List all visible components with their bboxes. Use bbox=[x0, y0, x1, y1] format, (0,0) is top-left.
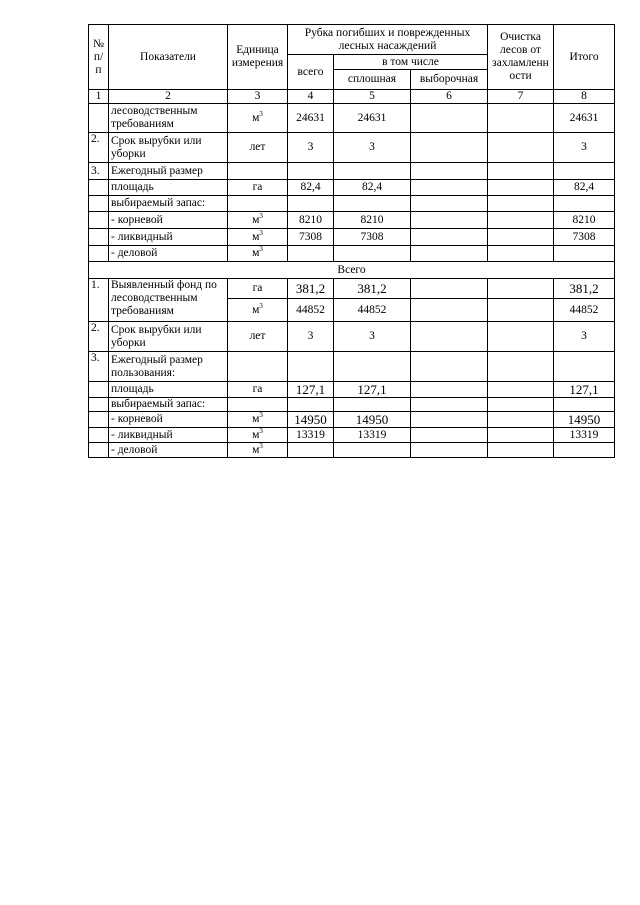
unit-cell: га bbox=[228, 279, 288, 299]
table-row bbox=[89, 163, 615, 180]
row-label: выбираемый запас: bbox=[109, 398, 228, 412]
table-row bbox=[89, 279, 615, 299]
unit-cell: га bbox=[228, 180, 288, 196]
header-felling-total: всего bbox=[288, 55, 334, 90]
value-total: 24631 bbox=[288, 104, 334, 133]
value-clear: 13319 bbox=[334, 428, 411, 443]
table-row bbox=[89, 104, 615, 133]
row-label: площадь bbox=[109, 382, 228, 398]
header-selective: выборочная bbox=[411, 70, 488, 90]
index-cell: 3 bbox=[228, 90, 288, 104]
value-total: 82,4 bbox=[288, 180, 334, 196]
value-clear: 7308 bbox=[334, 229, 411, 246]
value-total: 3 bbox=[288, 133, 334, 163]
value-total: 3 bbox=[288, 322, 334, 352]
section-title-row bbox=[89, 262, 615, 279]
value-total: 8210 bbox=[288, 212, 334, 229]
table-row bbox=[89, 133, 615, 163]
table-row bbox=[89, 382, 615, 398]
value-total: 7308 bbox=[288, 229, 334, 246]
index-cell: 4 bbox=[288, 90, 334, 104]
table-row bbox=[89, 443, 615, 458]
table-row bbox=[89, 180, 615, 196]
unit-cell: $м^3$ bbox=[228, 212, 288, 229]
unit-cell: $м^3$ bbox=[228, 412, 288, 428]
value-clear: 3 bbox=[334, 133, 411, 163]
table-row bbox=[89, 322, 615, 352]
value-itogo: 44852 bbox=[554, 299, 615, 322]
row-label: Выявленный фонд по лесоводственным требованиям bbox=[109, 279, 228, 322]
row-label: - деловой bbox=[109, 246, 228, 262]
header-num: № п/ п bbox=[89, 25, 109, 90]
header-felling: Рубка погибших и поврежденных лесных насаждений bbox=[288, 25, 488, 55]
value-clear: 8210 bbox=[334, 212, 411, 229]
unit-cell: лет bbox=[228, 133, 288, 163]
header-unit: Единица измерения bbox=[228, 25, 288, 90]
row-num: 3. bbox=[89, 163, 109, 180]
value-clear: 82,4 bbox=[334, 180, 411, 196]
table-row bbox=[89, 196, 615, 212]
value-total: 127,1 bbox=[288, 382, 334, 398]
index-cell: 1 bbox=[89, 90, 109, 104]
value-itogo: 82,4 bbox=[554, 180, 615, 196]
row-label: - корневой bbox=[109, 212, 228, 229]
value-itogo: 24631 bbox=[554, 104, 615, 133]
index-cell: 2 bbox=[109, 90, 228, 104]
unit-cell: лет bbox=[228, 322, 288, 352]
value-itogo: 3 bbox=[554, 133, 615, 163]
row-label: площадь bbox=[109, 180, 228, 196]
value-itogo: 13319 bbox=[554, 428, 615, 443]
value-itogo: 7308 bbox=[554, 229, 615, 246]
table-row bbox=[89, 229, 615, 246]
unit-cell: $м^3$ bbox=[228, 443, 288, 458]
table-row bbox=[89, 428, 615, 443]
table-row bbox=[89, 246, 615, 262]
value-clear: 127,1 bbox=[334, 382, 411, 398]
value-clear: 3 bbox=[334, 322, 411, 352]
header-row-1 bbox=[89, 25, 615, 55]
unit-cell: $м^3$ bbox=[228, 246, 288, 262]
row-label: - деловой bbox=[109, 443, 228, 458]
value-itogo: 381,2 bbox=[554, 279, 615, 299]
value-clear: 14950 bbox=[334, 412, 411, 428]
unit-cell: $м^3$ bbox=[228, 104, 288, 133]
value-itogo: 14950 bbox=[554, 412, 615, 428]
row-num: 1. bbox=[89, 279, 109, 322]
row-label: выбираемый запас: bbox=[109, 196, 228, 212]
row-num: 2. bbox=[89, 322, 109, 352]
value-total: 44852 bbox=[288, 299, 334, 322]
header-total: Итого bbox=[554, 25, 615, 90]
row-label: - ликвидный bbox=[109, 229, 228, 246]
table-row bbox=[89, 412, 615, 428]
row-label: Ежегодный размер bbox=[109, 163, 228, 180]
row-label: - ликвидный bbox=[109, 428, 228, 443]
section-title: Всего bbox=[89, 262, 615, 279]
header-clear: сплошная bbox=[334, 70, 411, 90]
unit-cell: $м^3$ bbox=[228, 229, 288, 246]
unit-cell: $м^3$ bbox=[228, 299, 288, 322]
index-cell: 8 bbox=[554, 90, 615, 104]
value-total: 14950 bbox=[288, 412, 334, 428]
value-itogo: 127,1 bbox=[554, 382, 615, 398]
value-clear: 24631 bbox=[334, 104, 411, 133]
row-num: 3. bbox=[89, 352, 109, 382]
unit-cell: $м^3$ bbox=[228, 428, 288, 443]
row-label: Срок вырубки или уборки bbox=[109, 133, 228, 163]
header-incl: в том числе bbox=[334, 55, 488, 70]
index-row bbox=[89, 90, 615, 104]
header-indicator: Показатели bbox=[109, 25, 228, 90]
header-cleaning: Очистка лесов от захламленн ости bbox=[488, 25, 554, 90]
row-label: Ежегодный размер пользования: bbox=[109, 352, 228, 382]
row-label: - корневой bbox=[109, 412, 228, 428]
table-row bbox=[89, 212, 615, 229]
row-label: Срок вырубки или уборки bbox=[109, 322, 228, 352]
value-itogo: 8210 bbox=[554, 212, 615, 229]
table-row bbox=[89, 352, 615, 382]
value-itogo: 3 bbox=[554, 322, 615, 352]
value-total: 381,2 bbox=[288, 279, 334, 299]
value-total: 13319 bbox=[288, 428, 334, 443]
index-cell: 7 bbox=[488, 90, 554, 104]
row-label: лесоводственным требованиям bbox=[109, 104, 228, 133]
value-clear: 44852 bbox=[334, 299, 411, 322]
index-cell: 5 bbox=[334, 90, 411, 104]
index-cell: 6 bbox=[411, 90, 488, 104]
forest-use-table bbox=[88, 24, 615, 458]
unit-cell: га bbox=[228, 382, 288, 398]
value-clear: 381,2 bbox=[334, 279, 411, 299]
row-num: 2. bbox=[89, 133, 109, 163]
table-row bbox=[89, 398, 615, 412]
